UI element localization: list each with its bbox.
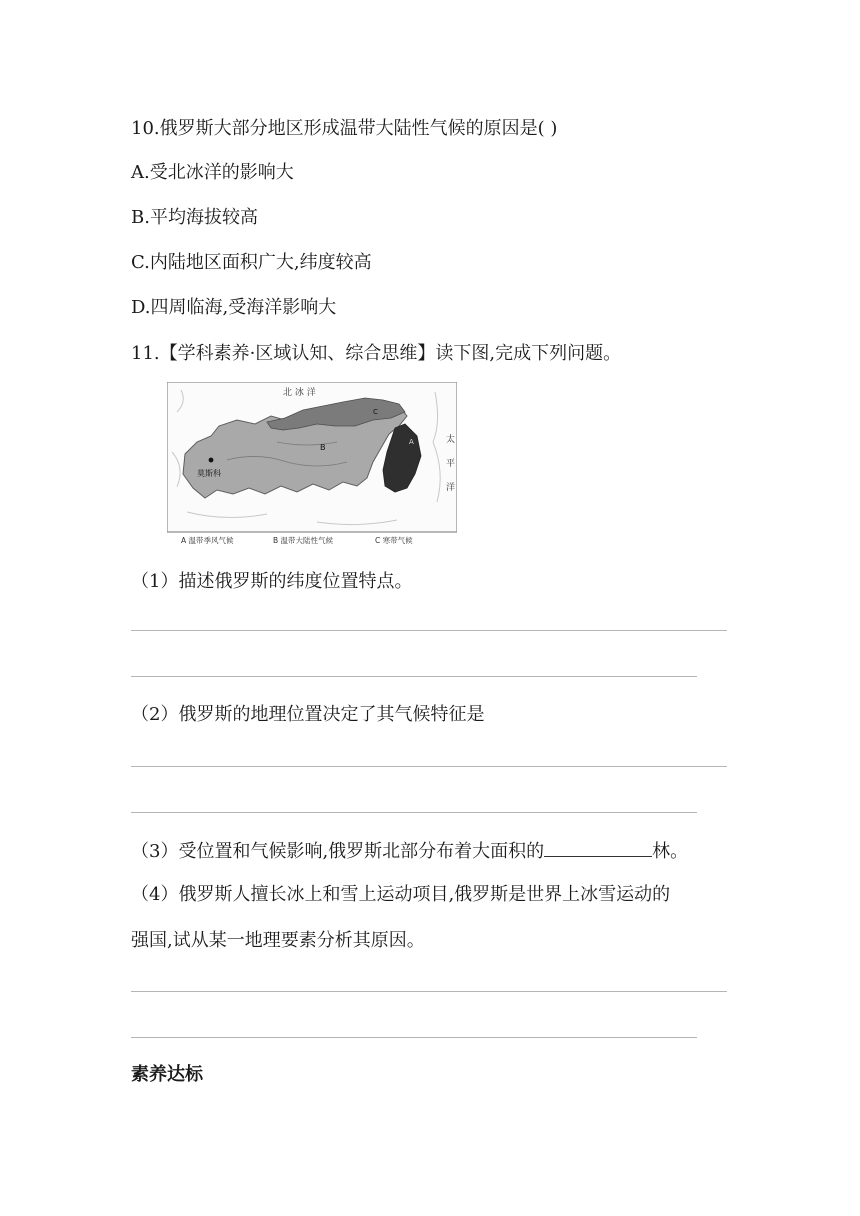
answer-line [131,812,697,813]
zone-c-label: C [373,408,378,416]
zone-b-label: B [320,443,326,452]
legend-a: A 温带季风气候 [181,536,234,545]
q10-option-b: B.平均海拔较高 [131,207,258,228]
legend-c: C 寒带气候 [375,536,413,545]
section-title: 素养达标 [131,1064,203,1085]
ocean-east-label-2: 平 [446,459,456,469]
zone-a-label: A [409,438,414,446]
q11-sub3 [131,838,688,864]
russia-climate-map [167,382,457,547]
q11-sub4-line1: （4）俄罗斯人擅长冰上和雪上运动项目,俄罗斯是世界上冰雪运动的 [131,884,671,905]
q11-sub3-text-after: 林。 [652,841,689,862]
question-11-stem: 11.【学科素养·区域认知、综合思维】读下图,完成下列问题。 [131,343,622,364]
city-label: 莫斯科 [197,469,221,478]
moscow-marker [209,458,214,463]
answer-line [131,766,727,767]
legend-b: B 温带大陆性气候 [273,536,334,545]
ocean-north-label: 北 冰 洋 [283,388,316,398]
q11-sub2: （2）俄罗斯的地理位置决定了其气候特征是 [131,704,485,725]
answer-line [131,991,727,992]
q11-sub3-text-before: （3）受位置和气候影响,俄罗斯北部分布着大面积的 [131,841,545,862]
answer-line [131,676,697,677]
answer-line [131,630,727,631]
q10-option-a: A.受北冰洋的影响大 [131,162,294,183]
question-10-stem: 10.俄罗斯大部分地区形成温带大陆性气候的原因是( ) [131,118,558,139]
fill-in-blank [544,838,652,857]
ocean-east-label-1: 太 [446,435,456,445]
q10-option-c: C.内陆地区面积广大,纬度较高 [131,252,372,273]
q10-option-d: D.四周临海,受海洋影响大 [131,297,337,318]
ocean-east-label-3: 洋 [446,483,456,493]
q11-sub4-line2: 强国,试从某一地理要素分析其原因。 [131,930,425,951]
answer-line [131,1037,697,1038]
q11-sub1: （1）描述俄罗斯的纬度位置特点。 [131,571,413,592]
